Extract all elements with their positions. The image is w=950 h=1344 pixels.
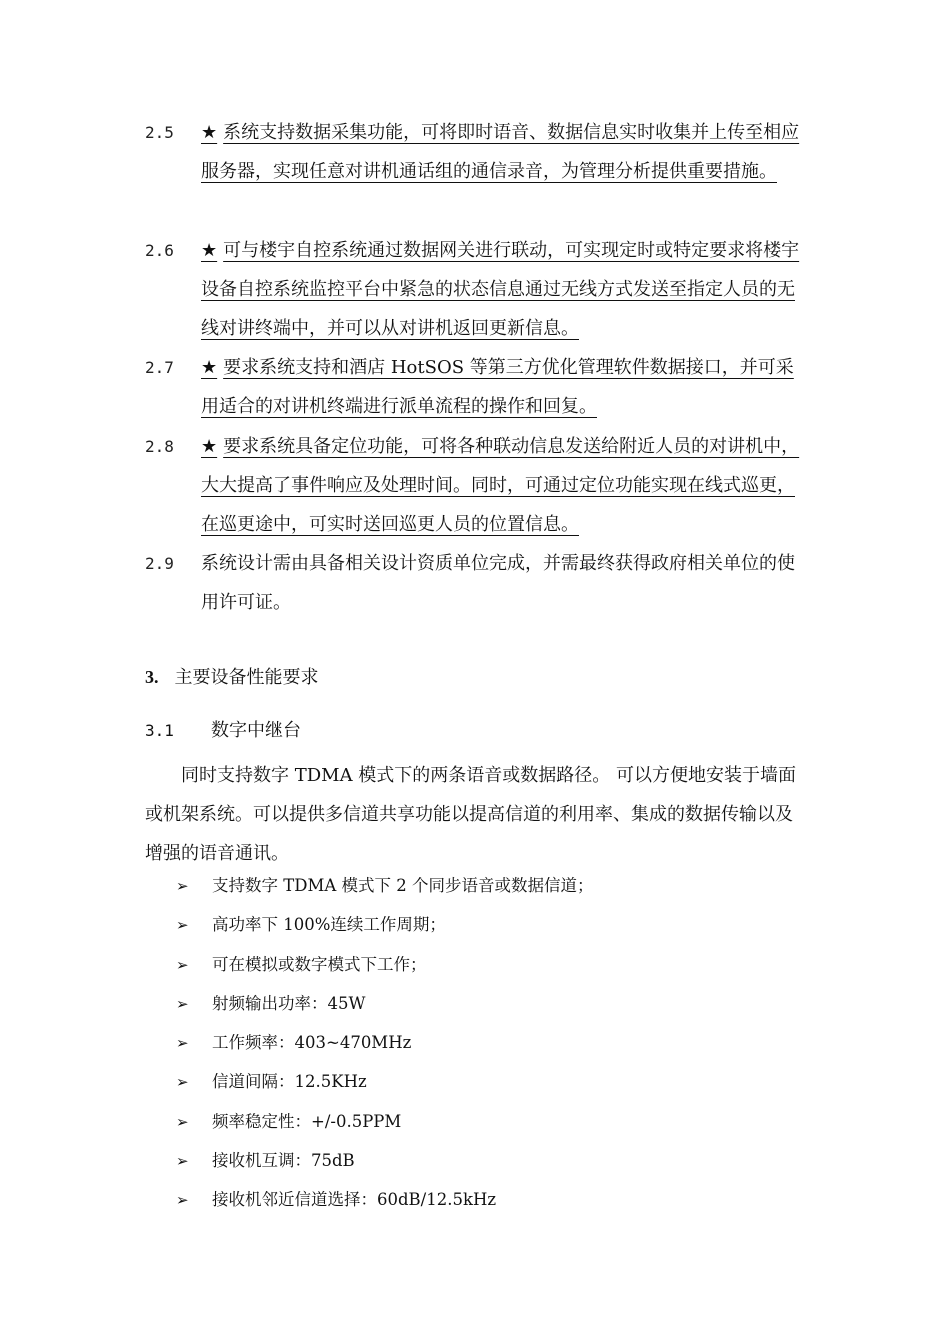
- subsection-heading: [145, 718, 301, 744]
- subsection-number: 3.1: [145, 721, 174, 740]
- item-text: 系统设计需由具备相关设计资质单位完成，并需最终获得政府相关单位的使用许可证。: [201, 553, 795, 613]
- star-icon: ★: [201, 357, 218, 378]
- star-icon: ★: [201, 436, 218, 457]
- item-text: 系统支持数据采集功能，可将即时语音、数据信息实时收集并上传至相应服务器，实现任意对讲机通话组的通信录音，为管理分析提供重要措施。: [201, 122, 800, 182]
- list-item-text: 工作频率：403~470MHz: [212, 1033, 412, 1053]
- arrow-bullet-icon: ➢: [176, 1034, 189, 1053]
- list-item: [176, 905, 594, 944]
- arrow-bullet-icon: ➢: [176, 1112, 189, 1131]
- item-number: 2.7: [145, 358, 174, 377]
- list-item-text: 接收机邻近信道选择：60dB/12.5kHz: [212, 1190, 497, 1210]
- list-item: [176, 1023, 594, 1062]
- spec-list: [176, 866, 594, 1220]
- subsection-title: 数字中继台: [211, 720, 301, 741]
- arrow-bullet-icon: ➢: [176, 994, 189, 1013]
- list-item-text: 可在模拟或数字模式下工作；: [212, 954, 427, 974]
- item-number: 2.8: [145, 437, 174, 456]
- numbered-item: [201, 427, 808, 544]
- list-item: [176, 866, 594, 905]
- numbered-item: [201, 113, 808, 191]
- item-number: 2.5: [145, 123, 174, 142]
- section-title: 主要设备性能要求: [174, 667, 319, 688]
- list-item: [176, 1180, 594, 1219]
- arrow-bullet-icon: ➢: [176, 1073, 189, 1092]
- list-item: [176, 984, 594, 1023]
- list-item-text: 接收机互调：75dB: [212, 1151, 355, 1171]
- item-text: 要求系统支持和酒店 HotSOS 等第三方优化管理软件数据接口，并可采用适合的对讲机终端进行派单流程的操作和回复。: [201, 357, 794, 417]
- star-icon: ★: [201, 240, 218, 261]
- list-item-text: 频率稳定性：+/-0.5PPM: [212, 1111, 402, 1131]
- list-item: [176, 945, 594, 984]
- item-number: 2.9: [145, 554, 174, 573]
- section-number: 3.: [145, 667, 159, 687]
- list-item-text: 信道间隔：12.5KHz: [212, 1072, 367, 1092]
- item-text: 可与楼宇自控系统通过数据网关进行联动，可实现定时或特定要求将楼宇设备自控系统监控平台中紧急的状态信息通过无线方式发送至指定人员的无线对讲终端中，并可以从对讲机返回更新信息。: [201, 240, 800, 339]
- arrow-bullet-icon: ➢: [176, 877, 189, 895]
- list-item-text: 射频输出功率：45W: [212, 993, 366, 1013]
- numbered-item: [201, 348, 808, 426]
- numbered-item: [201, 544, 808, 622]
- description-paragraph: 同时支持数字 TDMA 模式下的两条语音或数据路径。 可以方便地安装于墙面或机架系统。可以提供多信道共享功能以提高信道的利用率、集成的数据传输以及增强的语音通讯。: [145, 765, 797, 864]
- numbered-item: [201, 231, 808, 348]
- section-heading: [145, 664, 319, 691]
- list-item: [176, 1141, 594, 1180]
- item-number: 2.6: [145, 241, 174, 260]
- arrow-bullet-icon: ➢: [176, 1191, 189, 1210]
- arrow-bullet-icon: ➢: [176, 955, 189, 974]
- list-item-text: 支持数字 TDMA 模式下 2 个同步语音或数据信道；: [212, 876, 594, 895]
- arrow-bullet-icon: ➢: [176, 916, 189, 935]
- arrow-bullet-icon: ➢: [176, 1152, 189, 1171]
- list-item: [176, 1062, 594, 1101]
- list-item-text: 高功率下 100%连续工作周期；: [212, 915, 446, 935]
- list-item: [176, 1102, 594, 1141]
- item-text: 要求系统具备定位功能，可将各种联动信息发送给附近人员的对讲机中，大大提高了事件响应及处理时间。同时，可通过定位功能实现在线式巡更，在巡更途中，可实时送回巡更人员的位置信息。: [201, 436, 800, 535]
- star-icon: ★: [201, 122, 218, 143]
